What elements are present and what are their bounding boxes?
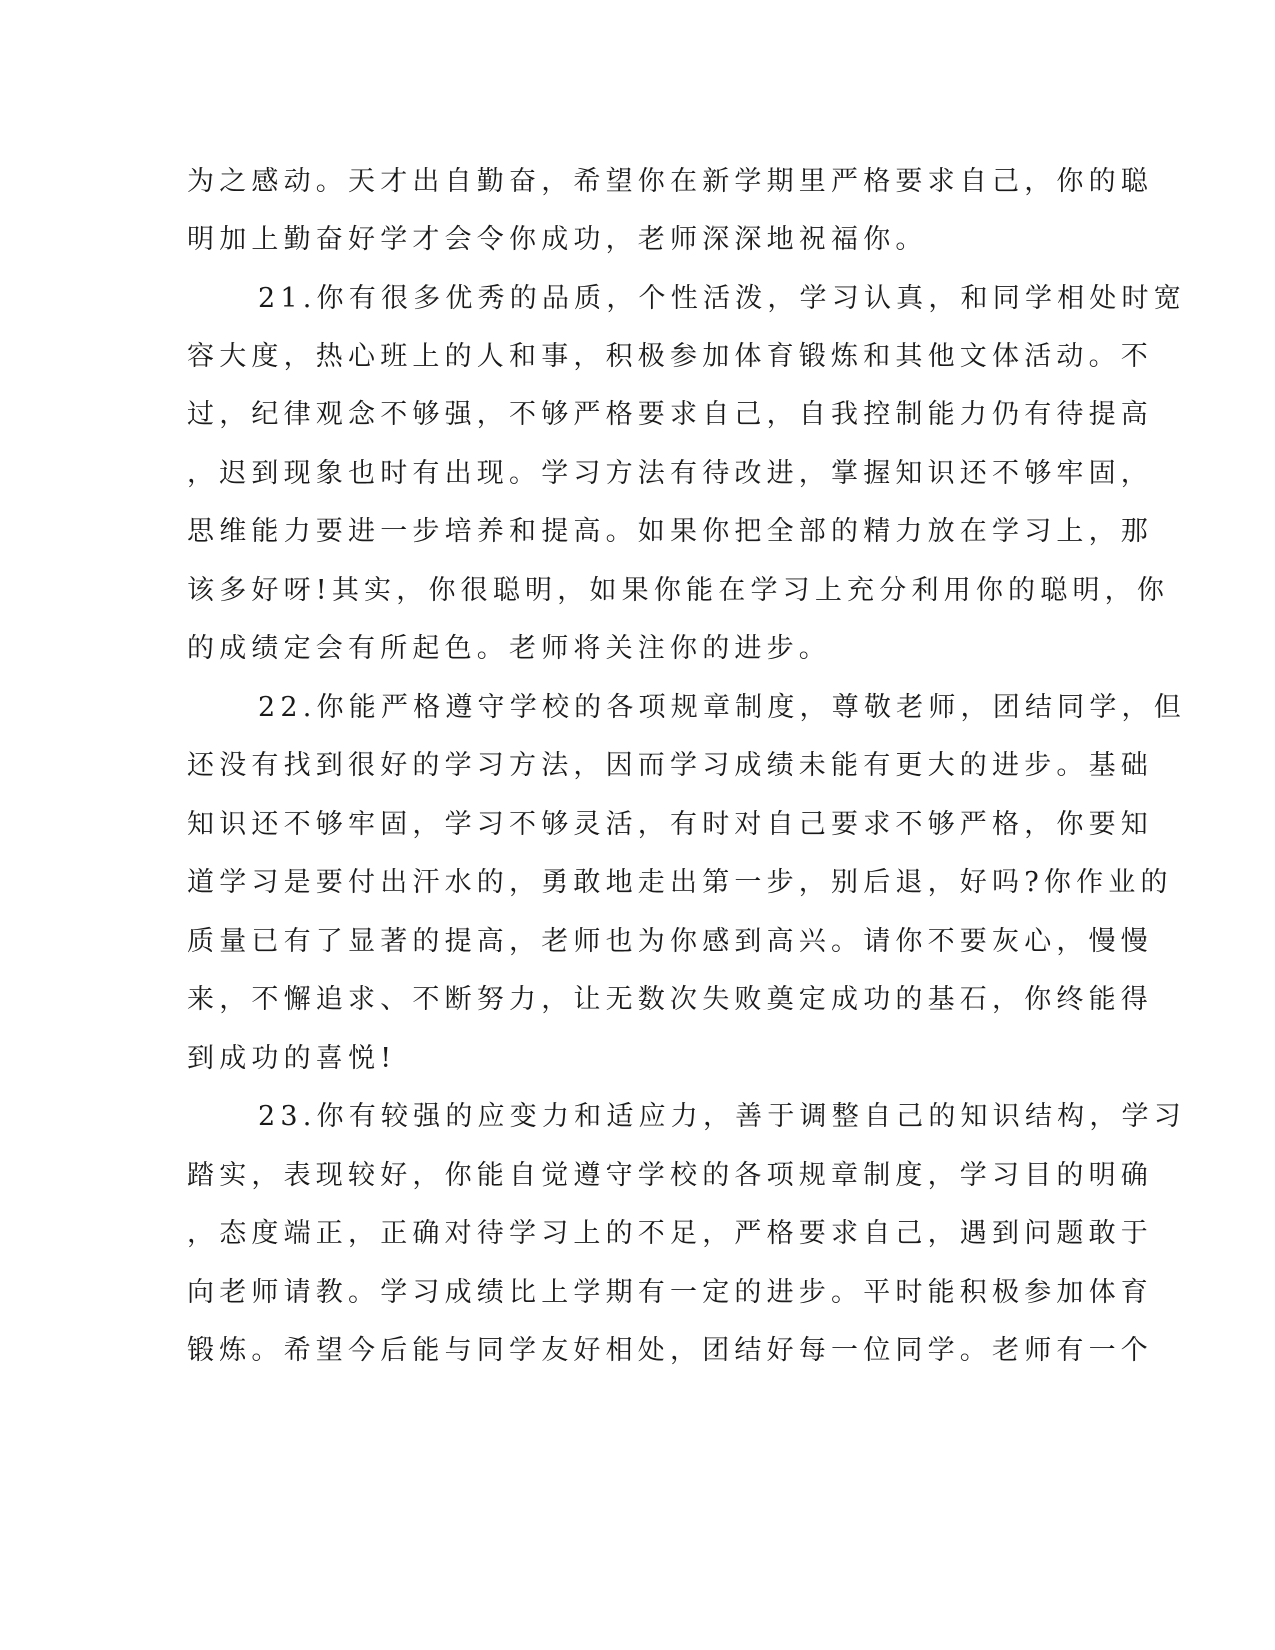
text-line: 过，纪律观念不够强，不够严格要求自己，自我控制能力仍有待提高 (187, 399, 1153, 430)
text-line: 思维能力要进一步培养和提高。如果你把全部的精力放在学习上，那 (187, 516, 1153, 547)
text-line: 为之感动。天才出自勤奋，希望你在新学期里严格要求自己，你的聪 (187, 166, 1153, 197)
text-line: 知识还不够牢固，学习不够灵活，有时对自己要求不够严格，你要知 (187, 809, 1153, 840)
text-line: 还没有找到很好的学习方法，因而学习成绩未能有更大的进步。基础 (187, 750, 1153, 781)
text-line: 质量已有了显著的提高，老师也为你感到高兴。请你不要灰心，慢慢 (187, 926, 1153, 957)
text-line: 容大度，热心班上的人和事，积极参加体育锻炼和其他文体活动。不 (187, 341, 1153, 372)
text-line: 来，不懈追求、不断努力，让无数次失败奠定成功的基石，你终能得 (187, 984, 1153, 1015)
paragraph-22-start: 22.你能严格遵守学校的各项规章制度，尊敬老师，团结同学，但 (258, 692, 1186, 723)
text-line: 锻炼。希望今后能与同学友好相处，团结好每一位同学。老师有一个 (187, 1335, 1153, 1366)
text-line: 道学习是要付出汗水的，勇敢地走出第一步，别后退，好吗?你作业的 (187, 867, 1173, 898)
text-line: 该多好呀!其实，你很聪明，如果你能在学习上充分利用你的聪明，你 (187, 575, 1170, 606)
text-line: 向老师请教。学习成绩比上学期有一定的进步。平时能积极参加体育 (187, 1277, 1153, 1308)
text-line: 踏实，表现较好，你能自觉遵守学校的各项规章制度，学习目的明确 (187, 1160, 1153, 1191)
text-line: ，迟到现象也时有出现。学习方法有待改进，掌握知识还不够牢固， (187, 458, 1153, 489)
paragraph-23-start: 23.你有较强的应变力和适应力，善于调整自己的知识结构，学习 (258, 1101, 1186, 1132)
paragraph-21-start: 21.你有很多优秀的品质，个性活泼，学习认真，和同学相处时宽 (258, 283, 1186, 314)
text-line: 明加上勤奋好学才会令你成功，老师深深地祝福你。 (187, 224, 928, 255)
text-line: 到成功的喜悦! (187, 1043, 397, 1074)
text-line: 的成绩定会有所起色。老师将关注你的进步。 (187, 633, 831, 664)
text-line: ，态度端正，正确对待学习上的不足，严格要求自己，遇到问题敢于 (187, 1218, 1153, 1249)
